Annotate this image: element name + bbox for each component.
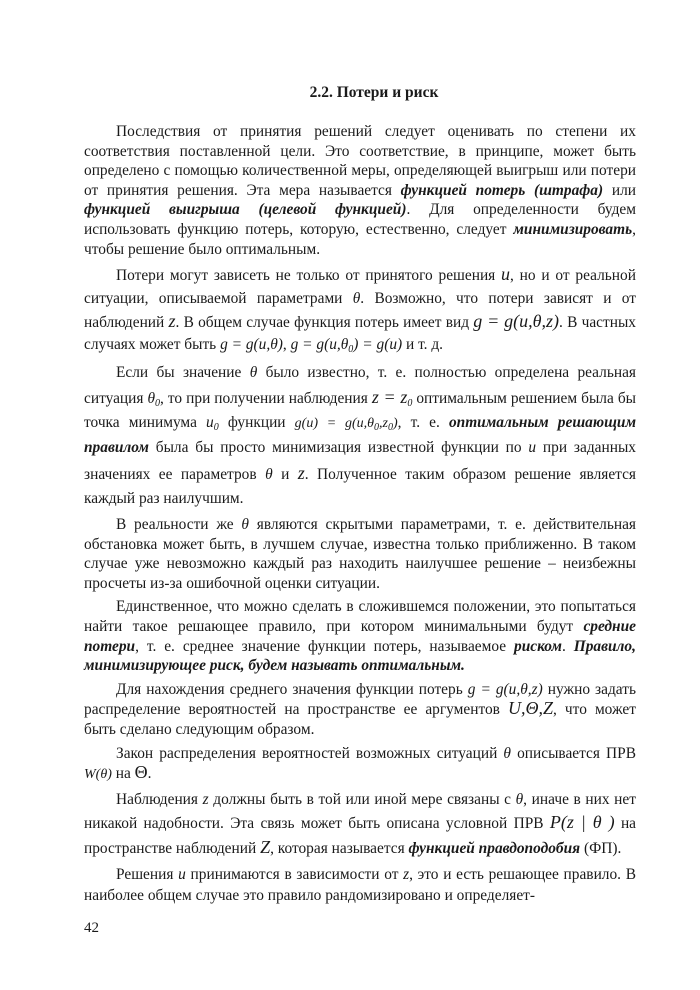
math-theta: θ <box>515 790 524 808</box>
math-g-full: g = g(u,θ,z) <box>473 310 560 331</box>
math-z: z <box>403 865 410 883</box>
math-g-full: g = g(u,θ,z) <box>467 680 543 698</box>
math-theta: θ <box>503 744 511 762</box>
math-g-u-theta0: $g = g(u,\theta_0) = g(u)$ <box>290 336 403 356</box>
math-p-z-theta: P(z | θ ) <box>549 812 615 833</box>
math-theta0: $\theta_0$ <box>147 389 161 409</box>
math-theta: θ <box>265 465 273 483</box>
paragraph-loss-dependence: Потери могут зависеть не только от принятого решения u, но и от реальной ситуации, описываемой параметрами θ. Возможно, что потери зависят и от наблюдений z. В общем случае функция потерь имеет вид g = g(u,θ,z). В частных случаях может быть g = g(u,θ), $g = g(u,\theta_0) = g(u)$ и т. д. <box>84 264 637 356</box>
term-gain-function: функцией выигрыша (целевой функцией) <box>84 201 407 219</box>
math-z-space: Z <box>260 836 271 857</box>
term-optimal-rule-definition: Правило, минимизирующее риск, будем называть оптимальным. <box>84 637 636 675</box>
math-w-theta: W(θ) <box>84 767 112 783</box>
math-z: z <box>202 790 209 808</box>
paragraph-known-situation: Если бы значение θ было известно, т. е. полностью определена реальная ситуация $\theta_0$, то при получении наблюдения $z = z_0$ оптимальным решением была бы точка минимума $u_0$ функции $g(u) = g(u,\theta_0,z_0)$, т. е. оптимальным решающим правилом была бы просто минимизация известной функции по u при заданных значениях ее параметров θ и z. Полученное таким образом решение является каждый раз наилучшим. <box>84 363 636 507</box>
term-minimize: минимизировать <box>513 220 633 238</box>
math-z-eq-z0: $z = z_0$ <box>371 386 413 409</box>
math-u: u <box>178 865 186 883</box>
math-z: z <box>168 310 176 331</box>
math-theta: θ <box>249 363 258 381</box>
term-risk: риском <box>514 637 562 655</box>
paragraph-risk: Единственное, что можно сделать в сложившемся положении, это попытаться найти такое решающее правило, при котором минимальными будут средние потери, т. е. среднее значение функции потерь, называемое риском. Правило, минимизирующее риск, будем называть оптимальным. <box>84 598 636 675</box>
paragraph-hidden-parameters: В реальности же θ являются скрытыми параметрами, т. е. действительная обстановка может быть, в лучшем случае, известна только приближенно. В таком случае уже невозможно каждый раз находить наилучшее решение – неизбежны просчеты из-за ошибочной оценки ситуации. <box>84 516 636 592</box>
math-g-u-theta: g = g(u,θ) <box>220 336 283 354</box>
math-u: u <box>501 264 511 285</box>
math-theta-space: Θ <box>134 762 148 783</box>
page-number: 42 <box>84 920 99 936</box>
math-theta: θ <box>352 289 361 307</box>
math-g-of-u: $g(u) = g(u,\theta_0,z_0)$ <box>294 416 398 434</box>
term-average-loss: средние потери <box>84 617 636 655</box>
math-z: z <box>297 462 305 483</box>
body-text <box>84 122 636 911</box>
paragraph-average-loss: Для нахождения среднего значения функции потерь g = g(u,θ,z) нужно задать распределение вероятностей на пространстве ее аргументов U,Θ,Z, что может быть сделано следующим образом. <box>84 680 636 738</box>
math-argument-space: U,Θ,Z <box>508 698 554 719</box>
paragraph-likelihood: Наблюдения z должны быть в той или иной мере связаны с θ, иначе в них нет никакой надобности. Эта связь может быть описана условной ПРВ P(z | θ ) на пространстве наблюдений Z, которая называется функцией правдоподобия (ФП). <box>84 790 637 857</box>
section-title: 2.2. Потери и риск <box>309 84 439 101</box>
math-u: u <box>528 439 537 457</box>
term-loss-function: функцией потерь (штрафа) <box>400 181 604 199</box>
term-optimal-rule: оптимальным решающим правилом <box>84 414 636 457</box>
math-u0: $u_0$ <box>206 414 219 434</box>
paragraph-prior: Закон распределения вероятностей возможных ситуаций θ описывается ПРВ W(θ) на Θ. <box>84 744 636 783</box>
term-likelihood-function: функцией правдоподобия <box>408 839 581 857</box>
math-theta: θ <box>241 516 249 533</box>
paragraph-decision-rule: Решения u принимаются в зависимости от z, это и есть решающее правило. В наиболее общем случае это правило рандомизировано и определяет- <box>84 865 636 905</box>
paragraph-loss-function: Последствия от принятия решений следует оценивать по степени их соответствия поставленной цели. Это соответствие, в принципе, может быть определено с помощью количественной меры, определяющей выигрыш или потери от принятия решения. Эта мера называется функцией потерь (штрафа) или функцией выигрыша (целевой функцией). Для определенности будем использовать функцию потерь, которую, естественно, следует минимизировать, чтобы решение было оптимальным. <box>84 123 636 258</box>
